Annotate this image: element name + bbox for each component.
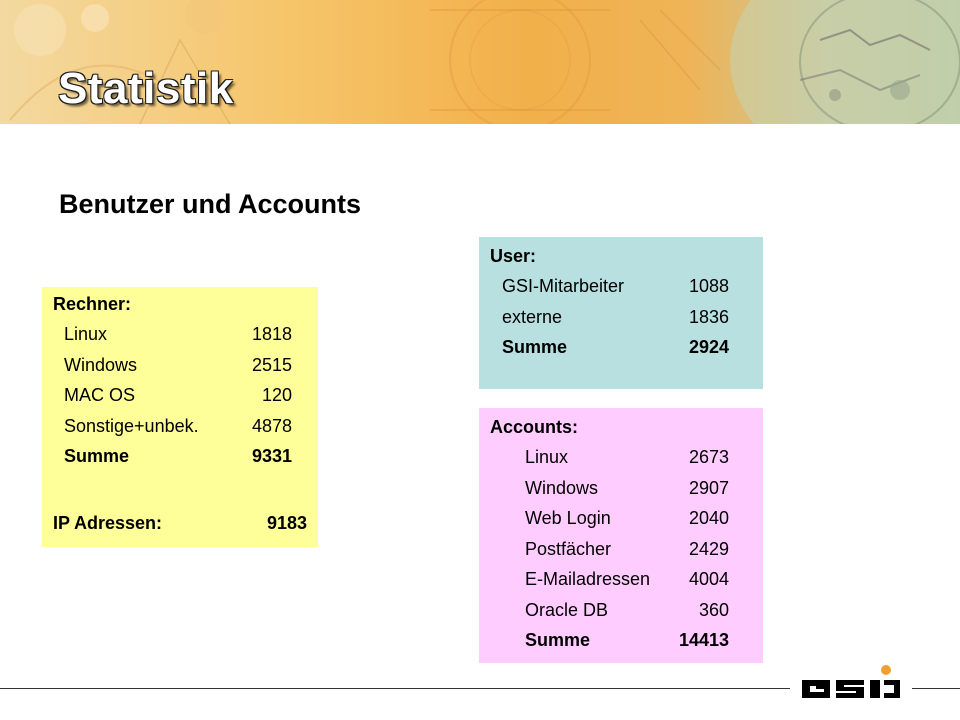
item-value: 2673 xyxy=(688,447,729,467)
item-label: Linux xyxy=(64,324,108,344)
item-value: 2429 xyxy=(688,538,729,559)
list-item xyxy=(42,411,318,442)
list-item xyxy=(479,503,763,534)
item-value: 360 xyxy=(698,599,729,620)
accounts-heading: Accounts: xyxy=(490,417,579,437)
user-list xyxy=(479,271,763,363)
item-label: GSI-Mitarbeiter xyxy=(502,276,625,296)
summary-value: 9331 xyxy=(251,446,292,466)
list-item xyxy=(42,319,318,350)
summary-label: Summe xyxy=(64,446,130,466)
item-label: Postfächer xyxy=(525,538,612,559)
list-item xyxy=(42,350,318,381)
item-value: 4004 xyxy=(688,569,729,589)
list-item xyxy=(479,442,763,473)
ip-value: 9183 xyxy=(266,513,307,533)
list-item xyxy=(479,595,763,626)
item-value: 2515 xyxy=(251,354,292,375)
accounts-list xyxy=(479,442,763,656)
footer-divider-right xyxy=(912,688,960,689)
gsi-logo-icon xyxy=(800,662,904,702)
item-label: externe xyxy=(502,306,563,327)
item-label: Windows xyxy=(64,354,138,375)
rechner-list xyxy=(42,319,318,472)
summary-value: 14413 xyxy=(678,630,729,650)
rechner-box xyxy=(42,287,318,547)
page-title: Statistik xyxy=(58,64,234,113)
accounts-box xyxy=(479,408,763,663)
ip-address-row xyxy=(53,508,307,539)
summary-label: Summe xyxy=(502,337,568,357)
summary-value: 2924 xyxy=(688,337,729,357)
item-label: E-Mailadressen xyxy=(525,569,651,589)
item-value: 4878 xyxy=(251,415,292,436)
section-subtitle: Benutzer und Accounts xyxy=(59,189,362,219)
item-value: 1818 xyxy=(251,324,292,344)
user-heading: User: xyxy=(490,246,537,266)
list-item xyxy=(479,271,763,302)
item-value: 1088 xyxy=(688,276,729,296)
item-label: Linux xyxy=(525,447,569,467)
footer-divider xyxy=(0,688,790,689)
item-value: 120 xyxy=(261,385,292,405)
list-item xyxy=(479,534,763,565)
item-value: 2040 xyxy=(688,508,729,528)
item-label: Windows xyxy=(525,477,599,498)
item-value: 1836 xyxy=(688,306,729,327)
ip-label: IP Adressen: xyxy=(53,513,163,533)
item-label: Sonstige+unbek. xyxy=(64,415,199,436)
item-label: MAC OS xyxy=(64,385,136,405)
item-label: Web Login xyxy=(525,508,611,528)
user-box xyxy=(479,237,763,389)
list-item xyxy=(479,302,763,333)
summary-label: Summe xyxy=(525,630,591,650)
list-item xyxy=(479,473,763,504)
list-item xyxy=(479,564,763,595)
summary-row xyxy=(479,332,763,363)
summary-row xyxy=(42,441,318,472)
rechner-heading: Rechner: xyxy=(53,294,132,314)
header-banner xyxy=(0,0,960,124)
summary-row xyxy=(479,625,763,656)
item-label: Oracle DB xyxy=(525,599,609,620)
list-item xyxy=(42,380,318,411)
item-value: 2907 xyxy=(688,477,729,498)
